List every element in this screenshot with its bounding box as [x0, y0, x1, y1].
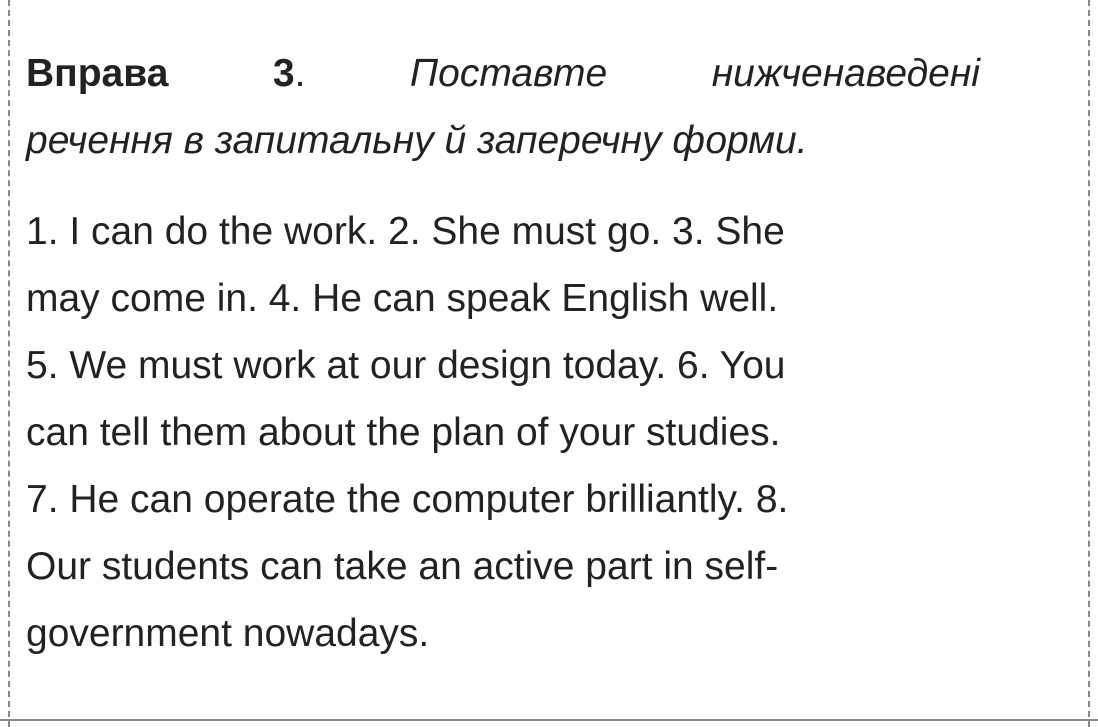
document-content	[26, 40, 980, 667]
exercise-text	[26, 198, 980, 667]
exercise-line-2: may come in. 4. He can speak English well.	[26, 277, 779, 320]
task-instruction-word-2: нижченаведені	[711, 52, 980, 95]
task-label: Вправа	[26, 52, 169, 95]
exercise-line-7: government nowadays.	[26, 612, 430, 655]
task-number: 3	[272, 52, 295, 95]
exercise-line-3: 5. We must work at our design today. 6. You	[26, 344, 786, 387]
exercise-line-6: Our students can take an active part in self-	[26, 545, 779, 588]
exercise-line-5: 7. He can operate the computer brilliantly. 8.	[26, 478, 789, 521]
right-dashed-border	[1088, 0, 1090, 727]
task-instruction-line-2: речення в запитальну й заперечну форми.	[26, 119, 808, 162]
task-number-dot: .	[294, 52, 306, 95]
task-number-group	[273, 40, 306, 107]
task-heading-line-1	[26, 40, 980, 107]
exercise-line-1: 1. I can do the work. 2. She must go. 3. She	[26, 210, 785, 253]
bottom-border	[0, 719, 1098, 721]
exercise-line-4: can tell them about the plan of your studies.	[26, 411, 781, 454]
task-instruction-word-1: Поставте	[409, 52, 608, 95]
left-dashed-border	[8, 0, 10, 727]
